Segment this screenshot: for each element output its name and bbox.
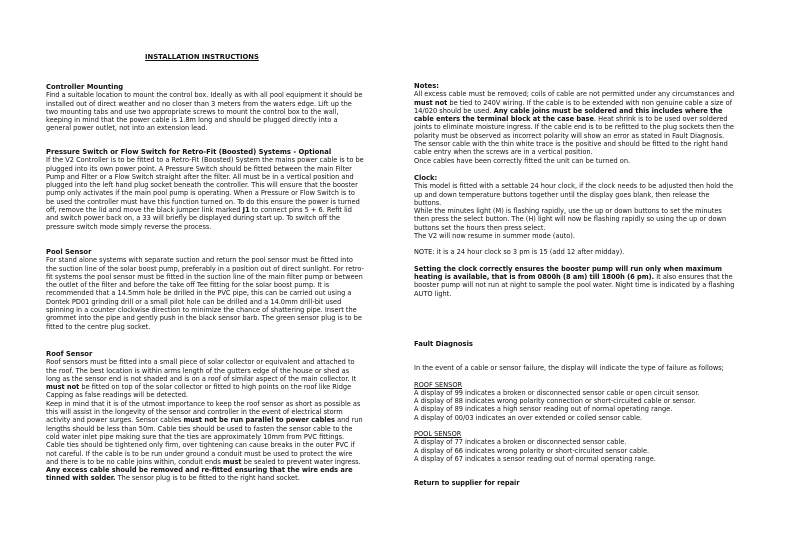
text-run: be tied to 240V wiring. If the cable is to be extended with non genuine cable a size of 14/020 should be used. bbox=[414, 98, 733, 115]
section-controller-mounting bbox=[46, 83, 364, 133]
section-text: Find a suitable location to mount the control box. Ideally as with all pool equipment it should be installed out of direct weather and no closer than 3 meters from the waters edge. Lift up the two mounting tabs and use two appropriate screws to mount the control box to the wall, keeping in mind that the power cable is 1.8m long and should be plugged directly into a general power outlet, not into an extension lead. bbox=[46, 91, 363, 133]
jumper-label: J1 bbox=[242, 206, 250, 215]
section-pool-sensor bbox=[46, 248, 364, 331]
section-roof-sensor bbox=[46, 350, 364, 483]
emphasis: Setting the clock correctly ensures the booster pump will run only when maximum heating is available, that is from 0800h (8 am) till 1800h (6 pm). bbox=[414, 264, 722, 281]
fault-line: A display of 66 indicates wrong polarity or short-circuited sensor cable. bbox=[414, 446, 650, 455]
section-text: NOTE: it is a 24 hour clock so 3 pm is 15 (add 12 after midday). bbox=[414, 248, 625, 257]
text-run: It also ensures that the booster pump will not run at night to sample the pool water. Night time is indicated by a flashing AUTO light. bbox=[414, 272, 735, 298]
section-heading: Controller Mounting bbox=[46, 83, 124, 91]
text-run: Keep in mind that it is of the utmost importance to keep the roof sensor as short as possible as this will assist in the longevity of the sensor and controller in the event of electrical storm activity and power surges. Sensor cables bbox=[46, 399, 361, 425]
section-heading: Pressure Switch or Flow Switch for Retro-Fit (Boosted) Systems - Optional bbox=[46, 148, 332, 156]
page-title: INSTALLATION INSTRUCTIONS bbox=[145, 53, 259, 61]
section-pressure-switch bbox=[46, 148, 364, 231]
fault-line: A display of 67 indicates a sensor reading out of normal operating range. bbox=[414, 454, 656, 463]
text-run: Roof sensors must be fitted into a small piece of solar collector or equivalent and attached to the roof. The best location is within arms length of the gutters edge of the house or shed as long as the sensor end is not shaded and is on a roof of similar aspect of the main collector. It bbox=[46, 358, 357, 383]
section-clock bbox=[414, 174, 736, 298]
fault-line: A display of 99 indicates a broken or disconnected sensor cable or open circuit sensor. bbox=[414, 388, 700, 397]
return-text: Return to supplier for repair bbox=[414, 479, 520, 488]
emphasis: must bbox=[222, 457, 242, 466]
fault-line: A display of 00/03 indicates an over extended or coiled sensor cable. bbox=[414, 413, 643, 422]
text-run: If the V2 Controller is to be fitted to a Retro-Fit (Boosted) System the mains power cable is to be plugged into its own power point. A Pressure Switch should be fitted between the main Filter Pump and Filter or a Flow Switch straight after the filter. All must be in a vertical position and plugged into the left hand plug socket beneath the controller. This will ensure that the booster pump only activates if the main pool pump is operating. When a Pressure or Flow Switch is to be used the controller must have this function turned on. To do this ensure the power is turned off, remove the lid and move the black jumper link marked bbox=[46, 156, 364, 215]
emphasis: Any excess cable should be removed and re-fitted ensuring that the wire ends are tinned with solder. bbox=[46, 466, 353, 483]
pool-sensor-heading: POOL SENSOR bbox=[414, 430, 462, 439]
fault-line: A display of 77 indicates a broken or disconnected sensor cable. bbox=[414, 438, 627, 447]
emphasis: must not bbox=[414, 98, 448, 107]
return-note bbox=[414, 479, 736, 487]
section-text bbox=[46, 400, 364, 483]
text-run: to connect pins 5 + 6. Refit lid and switch power back on, a 33 will briefly be displayed during start up. To switch off the pressure switch mode simply reverse the process. bbox=[46, 206, 352, 231]
text-run: be sealed to prevent water ingress. bbox=[241, 457, 361, 466]
emphasis: Any cable joins must be soldered and this includes where the cable enters the terminal block at the case base bbox=[414, 106, 723, 124]
section-heading: Fault Diagnosis bbox=[414, 340, 473, 348]
section-text: This model is fitted with a settable 24 hour clock, if the clock needs to be adjusted then hold the up and down temperature buttons together until the display goes blank, then release the buttons. bbox=[414, 182, 734, 207]
section-text bbox=[414, 90, 736, 156]
section-text: The V2 will now resume in summer mode (auto). bbox=[414, 232, 575, 241]
text-run: All excess cable must be removed; coils of cable are not permitted under any circumstances and bbox=[414, 90, 735, 99]
text-run: and run lengths should be less than 50m. Cable ties should be used to fasten the sensor cable to the cold water inlet pipe making sure that the ties are approximately 10mm from PVC fittings. Cable ties should be tightened only firm, over tightening can cause breaks in the outer PVC if not careful. If the cable is to be run under ground a conduit must be used to protect the wire and there is to be no cable joins within, conduit ends bbox=[46, 416, 363, 466]
section-heading: Pool Sensor bbox=[46, 248, 92, 256]
roof-sensor-heading: ROOF SENSOR bbox=[414, 380, 463, 389]
section-text: While the minutes light (M) is flashing rapidly, use the up or down buttons to set the minutes then press the select button. The (H) light will now be flashing rapidly so using the up or down buttons set the hours then press select. bbox=[414, 207, 727, 232]
section-fault-diagnosis bbox=[414, 340, 736, 488]
emphasis: must not be run parallel to power cables bbox=[183, 416, 335, 425]
fault-line: A display of 89 indicates a high sensor reading out of normal operating range. bbox=[414, 405, 673, 414]
section-text: Once cables have been correctly fitted the unit can be turned on. bbox=[414, 156, 631, 165]
section-text: In the event of a cable or sensor failure, the display will indicate the type of failure as follows; bbox=[414, 364, 724, 373]
text-run: . Heat shrink is to be used over soldered joints to eliminate moisture ingress. If the cable end is to be refitted to the plug sockets then the polarity must be observed as incorrect polarity will show an error as stated in Fault Diagnosis. The sensor cable with the thin white trace is the positive and should be fitted to the right hand cable entry when the screws are in a vertical position. bbox=[414, 115, 734, 157]
section-text bbox=[414, 265, 736, 298]
section-heading: Clock: bbox=[414, 174, 438, 182]
fault-line: A display of 88 indicates wrong polarity connection or short-circuited cable or sensor. bbox=[414, 397, 696, 406]
text-run: be fitted on top of the solar collector or fitted to high points on the roof like Ridge Capping as false readings will be detected. bbox=[46, 383, 352, 400]
section-text bbox=[46, 358, 364, 399]
section-heading: Notes: bbox=[414, 82, 439, 90]
section-heading: Roof Sensor bbox=[46, 350, 93, 358]
section-text: For stand alone systems with separate suction and return the pool sensor must be fitted into the suction line of the solar boost pump, preferably in a position out of direct sunlight. For retro-fit systems the pool sensor must be fitted in the suction line of the main filter pump or between the outlet of the filter and before the take off Tee fitting for the solar boost pump. It is recommended that a 14.5mm hole be drilled in the PVC pipe, this can be carried out using a Dontek PD01 grinding drill or a small pilot hole can be drilled and a 14.0mm drill-bit used spinning in a counter clockwise direction to minimize the chance of shattering pipe. Insert the grommet into the pipe and gently push in the black sensor barb. The green sensor plug is to be fitted to the centre plug socket. bbox=[46, 256, 364, 331]
emphasis: must not bbox=[46, 383, 80, 392]
section-notes bbox=[414, 82, 736, 165]
text-run: The sensor plug is to be fitted to the right hand socket. bbox=[115, 474, 300, 483]
section-text bbox=[46, 156, 364, 231]
